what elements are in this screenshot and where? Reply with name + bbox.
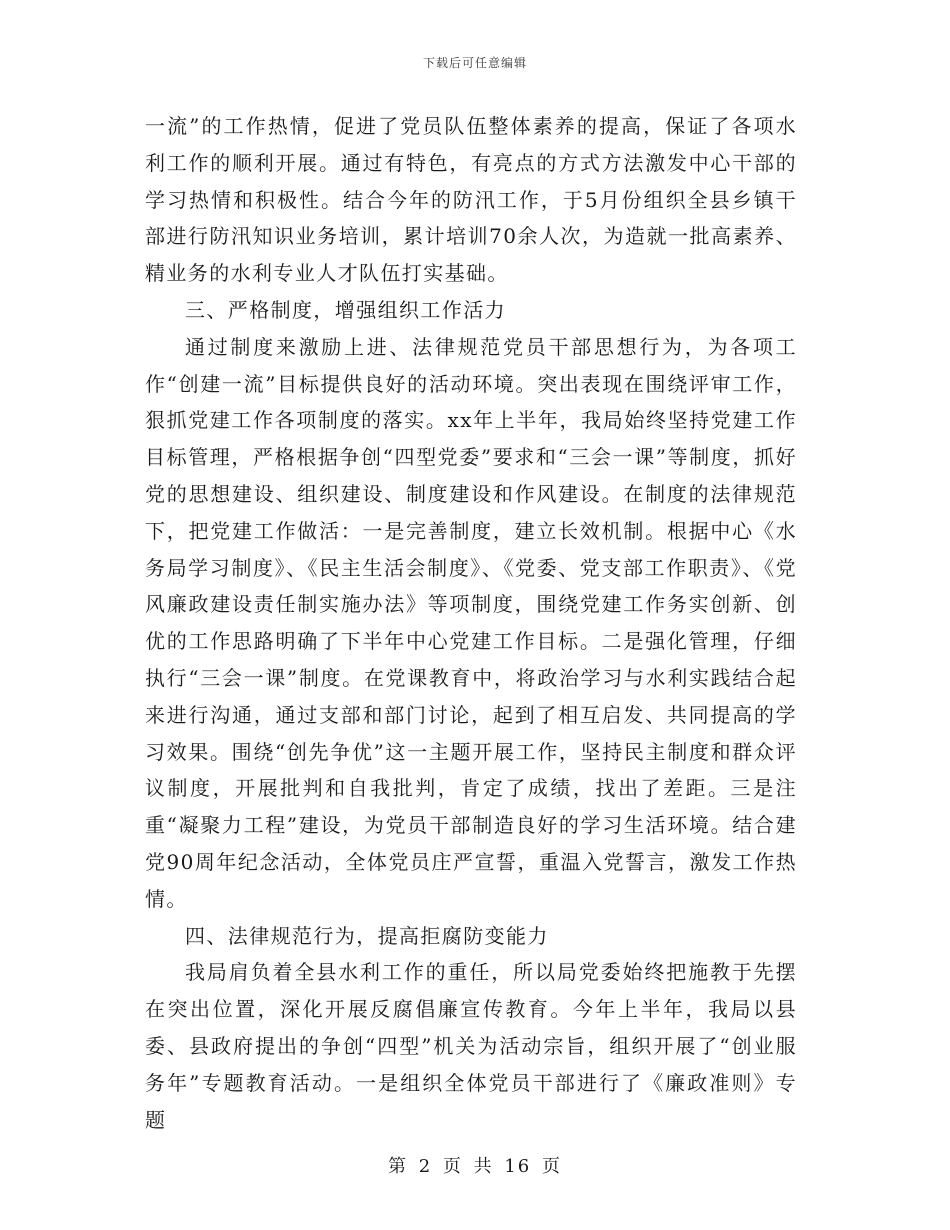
section-heading-three: 三、严格制度，增强组织工作活力 (185, 297, 506, 322)
section-heading-four: 四、法律规范行为，提高拒腐防变能力 (185, 923, 549, 948)
page-header-note: 下载后可任意编辑 (422, 56, 527, 70)
page-number-footer: 第 2 页 共 16 页 (388, 1156, 562, 1177)
paragraph-system: 通过制度来激励上进、法律规范党员干部思想行为，为各项工作“创建一流”目标提供良好的活动环境。突出表现在围绕评审工作，狠抓党建工作各项制度的落实。xx年上半年，我局始终坚持党建工作目标管理，严格根据争创“四型党委”要求和“三会一课”等制度，抓好党的思想建设、组织建设、制度建设和作风建设。在制度的法律规范下，把党建工作做活：一是完善制度，建立长效机制。根据中心《水务局学习制度》、《民主生活会制度》、《党委、党支部工作职责》、《党风廉政建设责任制实施办法》等项制度，围绕党建工作务实创新、创优的工作思路明确了下半年中心党建工作目标。二是强化管理，仔细执行“三会一课”制度。在党课教育中，将政治学习与水利实践结合起来进行沟通，通过支部和部门讨论，起到了相互启发、共同提高的学习效果。围绕“创先争优”这一主题开展工作，坚持民主制度和群众评议制度，开展批判和自我批判，肯定了成绩，找出了差距。三是注重“凝聚力工程”建设，为党员干部制造良好的学习生活环境。结合建党90周年纪念活动，全体党员庄严宣誓，重温入党誓言，激发工作热情。 (145, 334, 797, 911)
document-body (145, 108, 797, 1138)
paragraph-anticorruption: 我局肩负着全县水利工作的重任，所以局党委始终把施教于先摆在突出位置，深化开展反腐倡廉宣传教育。今年上半年，我局以县委、县政府提出的争创“四型”机关为活动宗旨，组织开展了“创业服务年”专题教育活动。一是组织全体党员干部进行了《廉政准则》专题 (145, 960, 797, 1132)
paragraph-continuation: 一流”的工作热情，促进了党员队伍整体素养的提高，保证了各项水利工作的顺利开展。通过有特色，有亮点的方式方法激发中心干部的学习热情和积极性。结合今年的防汛工作，于5月份组织全县乡镇干部进行防汛知识业务培训，累计培训70余人次，为造就一批高素养、精业务的水利专业人才队伍打实基础。 (145, 114, 797, 286)
